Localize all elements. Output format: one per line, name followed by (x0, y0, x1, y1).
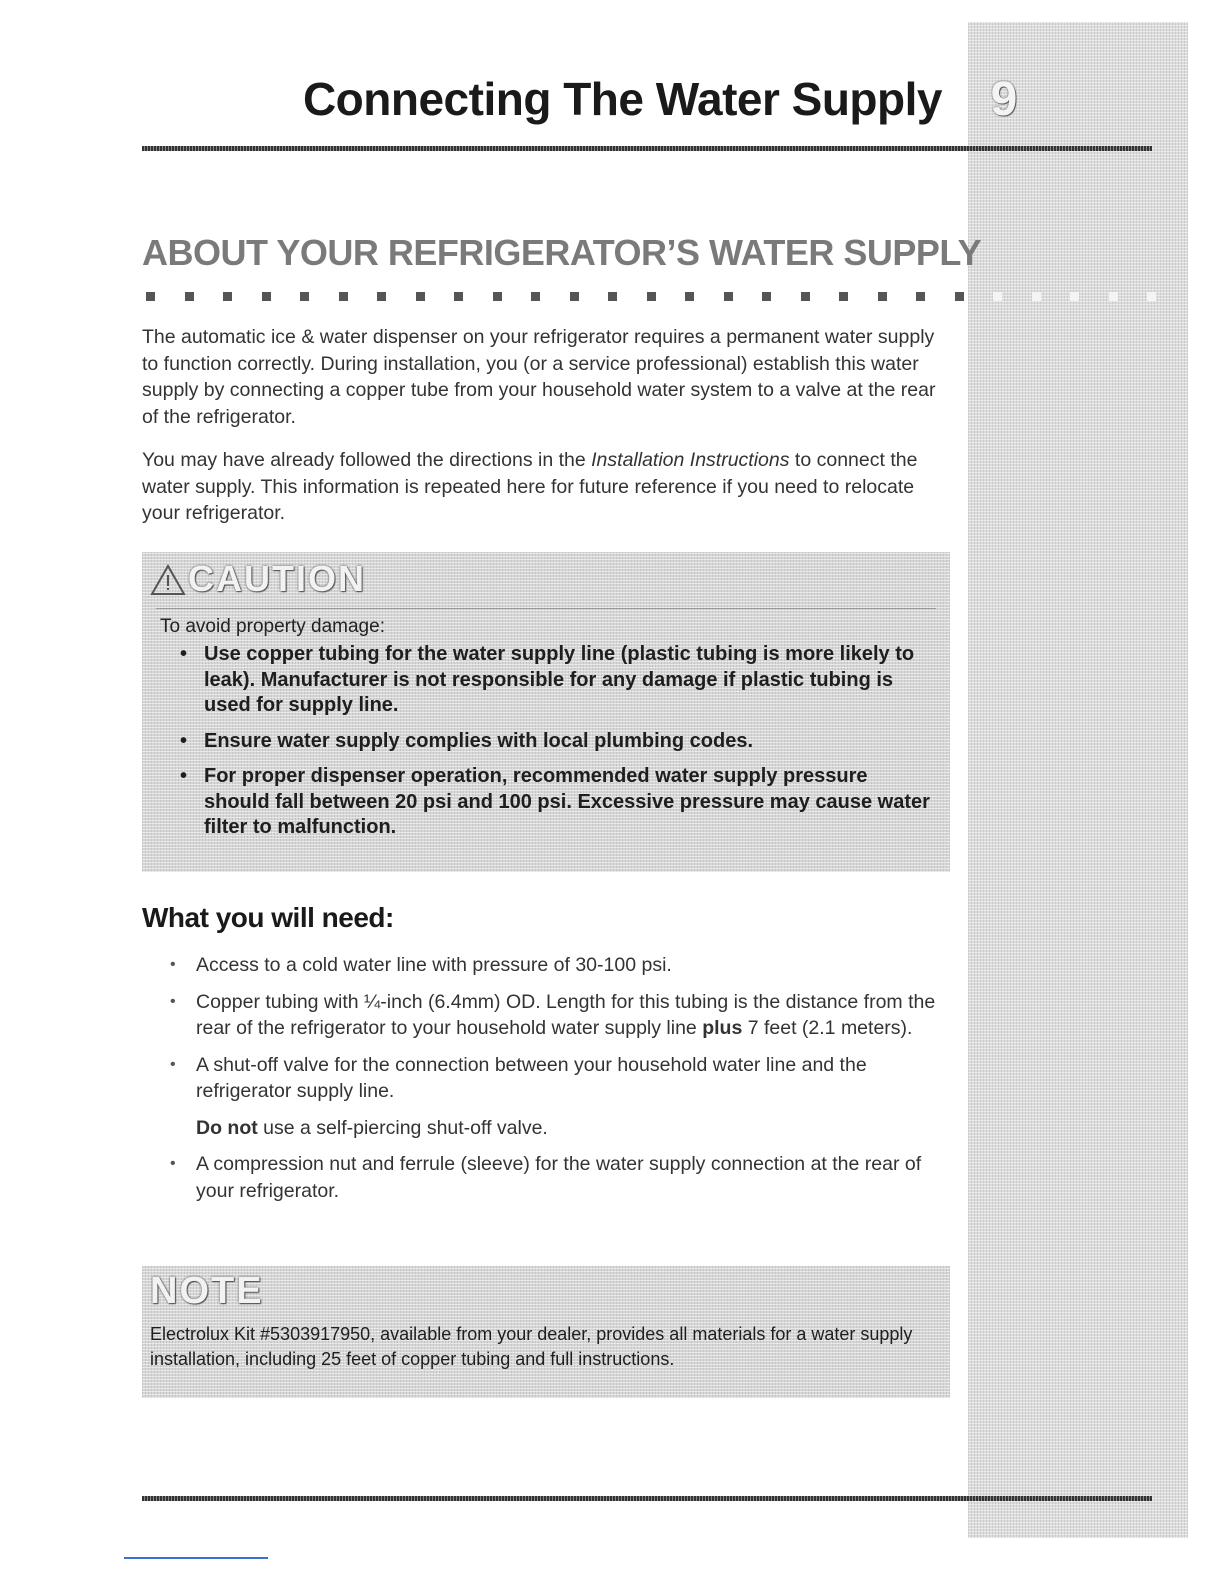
divider-dot (377, 292, 386, 301)
warning-triangle-icon (150, 564, 186, 596)
divider-dot (1109, 292, 1118, 301)
divider-dot (416, 292, 425, 301)
bullet: • (170, 1055, 176, 1073)
divider-dot (916, 292, 925, 301)
needs-item (170, 989, 960, 1042)
divider-dot (339, 292, 348, 301)
divider-dot (1032, 292, 1041, 301)
reference-text-end: to connect the water supply. This information is repeated here for future reference if you need to relocate your refrigerator. (142, 449, 918, 524)
divider-dot (993, 292, 1002, 301)
needs-item-text: Copper tubing with ¼-inch (6.4mm) OD. Length for this tubing is the distance from the rear of the refrigerator to your household water supply line (196, 990, 936, 1039)
caution-divider (156, 608, 936, 609)
note-title: NOTE (150, 1270, 264, 1312)
needs-item-text: Access to a cold water line with pressure of 30-100 psi. (196, 954, 672, 976)
divider-dot (685, 292, 694, 301)
note-text: Electrolux Kit #5303917950, available from your dealer, provides all materials for a water supply installation, including 25 feet of copper tubing and full instructions. (150, 1324, 913, 1369)
page-title: Connecting The Water Supply (302, 73, 942, 125)
header-rule (142, 146, 1152, 151)
caution-item (172, 764, 932, 841)
divider-dot (724, 292, 733, 301)
divider-dot (531, 292, 540, 301)
divider-dot (647, 292, 656, 301)
section-heading: ABOUT YOUR REFRIGERATOR’S WATER SUPPLY (142, 232, 982, 273)
caution-list (172, 642, 932, 851)
bullet: • (170, 956, 176, 973)
caution-title: CAUTION (188, 558, 366, 599)
needs-item-text: A compression nut and ferrule (sleeve) for the water supply connection at the rear of your refrigerator. (196, 1153, 922, 1202)
divider-dot (493, 292, 502, 301)
intro-paragraph: The automatic ice & water dispenser on your refrigerator requires a permanent water supply to function correctly. During installation, you (or a service professional) establish this water supply by connecting a copper tube from your household water system to a valve at the rear of the refrigerator. (142, 326, 936, 428)
do-not-emphasis: Do not (196, 1116, 258, 1139)
caution-item (172, 729, 932, 755)
divider-dot (1147, 292, 1156, 301)
divider-dot (454, 292, 463, 301)
page-number: 9 (990, 73, 1018, 126)
dotted-divider (142, 292, 1162, 304)
reference-paragraph (142, 447, 942, 527)
needs-item (170, 1052, 960, 1142)
needs-item (170, 952, 960, 979)
caution-box (142, 552, 950, 872)
needs-item-text-end: 7 feet (2.1 meters). (742, 1017, 913, 1039)
divider-dot (185, 292, 194, 301)
footer-link-line (124, 1557, 268, 1559)
bullet: • (180, 729, 188, 752)
reference-text-start: You may have already followed the directions in the (142, 449, 592, 471)
needs-heading: What you will need: (142, 902, 394, 933)
needs-item-text: A shut-off valve for the connection between your household water line and the refrigerator supply line. (196, 1053, 867, 1102)
divider-dot (300, 292, 309, 301)
needs-item-warning-text: use a self-piercing shut-off valve. (257, 1116, 548, 1139)
caution-item-text: For proper dispenser operation, recommended water supply pressure should fall between 20 psi and 100 psi. Excessive pressure may cause water filter to malfunction. (204, 765, 930, 838)
divider-dot (223, 292, 232, 301)
plus-emphasis: plus (702, 1017, 743, 1039)
page-sidebar (968, 22, 1188, 1538)
bullet: • (170, 1155, 176, 1172)
divider-dot (839, 292, 848, 301)
bullet: • (180, 643, 188, 665)
needs-item-warning (196, 1115, 960, 1142)
bullet: • (180, 765, 188, 787)
divider-dot (801, 292, 810, 301)
needs-list (170, 952, 960, 1214)
caution-item (172, 642, 932, 719)
divider-dot (146, 292, 155, 301)
footer-rule (142, 1496, 1152, 1501)
caution-item-text: Ensure water supply complies with local plumbing codes. (204, 729, 754, 752)
divider-dot (955, 292, 964, 301)
divider-dot (878, 292, 887, 301)
divider-dot (262, 292, 271, 301)
divider-dot (570, 292, 579, 301)
divider-dot (762, 292, 771, 301)
installation-instructions-reference: Installation Instructions (591, 449, 790, 471)
divider-dot (608, 292, 617, 301)
bullet: • (170, 992, 176, 1010)
note-box (142, 1266, 950, 1398)
caution-intro: To avoid property damage: (160, 616, 385, 637)
caution-item-text: Use copper tubing for the water supply line (plastic tubing is more likely to leak). Manufacturer is not responsible for any damage if plastic tubing is used for supply line. (204, 643, 915, 716)
needs-item (170, 1151, 960, 1204)
divider-dot (1070, 292, 1079, 301)
